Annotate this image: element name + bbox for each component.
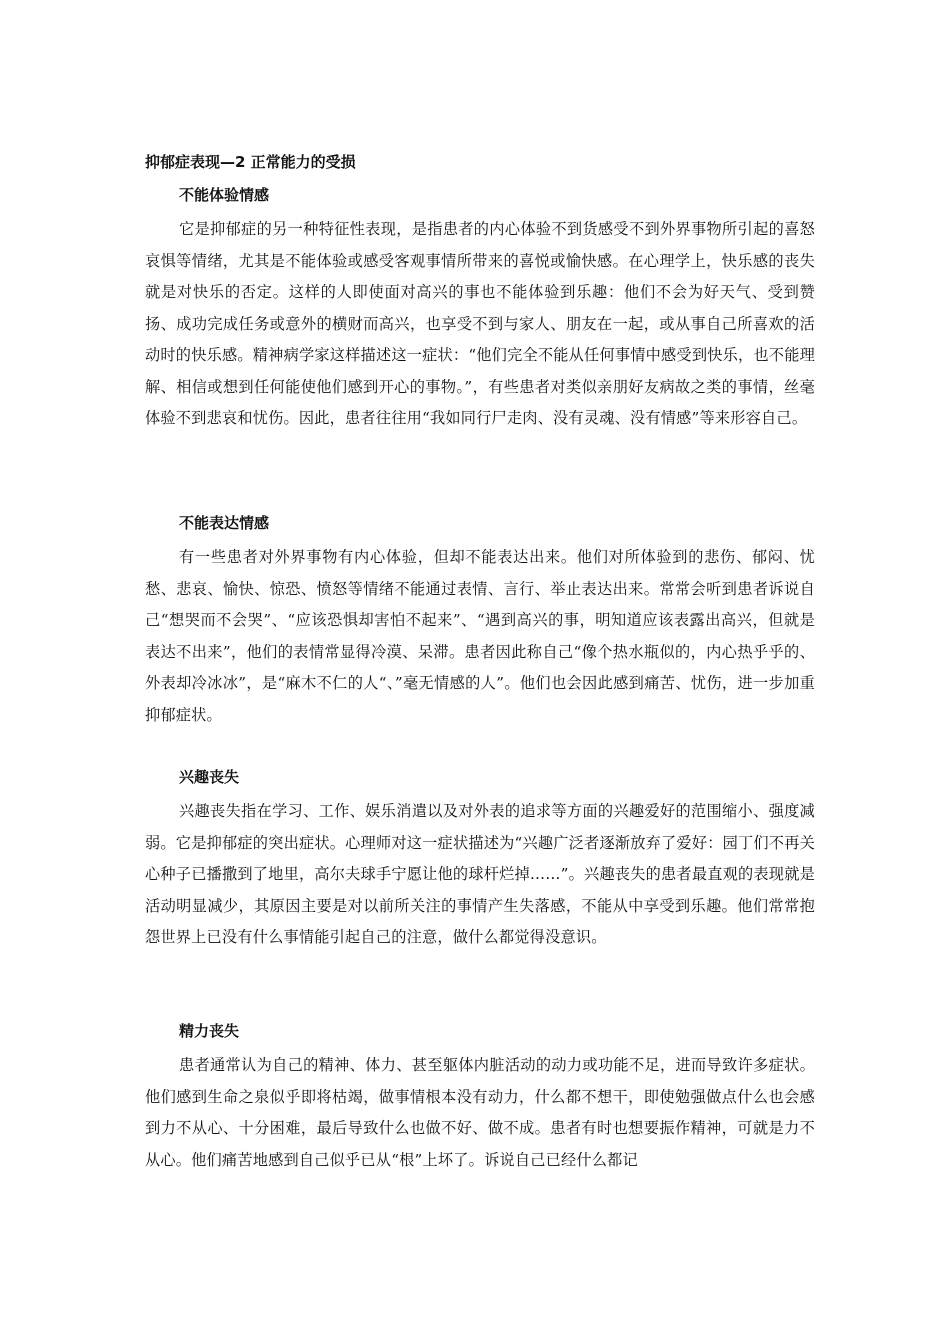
section-paragraph: 兴趣丧失指在学习、工作、娱乐消遣以及对外表的追求等方面的兴趣爱好的范围缩小、强度减弱。它是抑郁症的突出症状。心理师对这一症状描述为“兴趣广泛者逐渐放弃了爱好：园丁们不再关心种子已播撒到了地里，高尔夫球手宁愿让他的球杆烂掉……”。兴趣丧失的患者最直观的表现就是活动明显减少，其原因主要是对以前所关注的事情产生失落感，不能从中享受到乐趣。他们常常抱怨世界上已没有什么事情能引起自己的注意，做什么都觉得没意识。 (145, 802, 815, 946)
document-title: 抑郁症表现—2 正常能力的受损 (145, 153, 356, 171)
section-paragraph: 它是抑郁症的另一种特征性表现，是指患者的内心体验不到货感受不到外界事物所引起的喜怒哀惧等情绪，尤其是不能体验或感受客观事情所带来的喜悦或愉快感。在心理学上，快乐感的丧失就是对快乐的否定。这样的人即使面对高兴的事也不能体验到乐趣：他们不会为好天气、受到赞扬、成功完成任务或意外的横财而高兴，也享受不到与家人、朋友在一起，或从事自己所喜欢的活动时的快乐感。精神病学家这样描述这一症状：“他们完全不能从任何事情中感受到快乐，也不能理解、相信或想到任何能使他们感到开心的事物。”，有些患者对类似亲朋好友病故之类的事情，丝毫体验不到悲哀和忧伤。因此，患者往往用“我如同行尸走肉、没有灵魂、没有情感”等来形容自己。 (145, 220, 815, 427)
section-loss-of-energy (145, 1020, 815, 1176)
section-inability-to-express-emotion (145, 512, 815, 731)
section-heading: 不能表达情感 (179, 514, 270, 532)
section-paragraph: 患者通常认为自己的精神、体力、甚至躯体内脏活动的动力或功能不足，进而导致许多症状。他们感到生命之泉似乎即将枯竭，做事情根本没有动力，什么都不想干，即使勉强做点什么也会感到力不从心、十分困难，最后导致什么也做不好、做不成。患者有时也想要振作精神，可就是力不从心。他们痛苦地感到自己似乎已从“根”上坏了。诉说自己已经什么都记 (145, 1056, 815, 1169)
section-heading: 兴趣丧失 (179, 768, 240, 786)
section-loss-of-interest (145, 766, 815, 954)
section-heading: 精力丧失 (179, 1022, 240, 1040)
section-inability-to-experience-emotion (145, 184, 815, 435)
section-paragraph: 有一些患者对外界事物有内心体验，但却不能表达出来。他们对所体验到的悲伤、郁闷、忧愁、悲哀、愉快、惊恐、愤怒等情绪不能通过表情、言行、举止表达出来。常常会听到患者诉说自己“想哭而不会哭”、“应该恐惧却害怕不起来”、“遇到高兴的事，明知道应该表露出高兴，但就是表达不出来”，他们的表情常显得冷漠、呆滞。患者因此称自己“像个热水瓶似的，内心热乎乎的、外表却冷冰冰”，是“麻木不仁的人“、”毫无情感的人”。他们也会因此感到痛苦、忧伤，进一步加重抑郁症状。 (145, 548, 815, 724)
section-heading: 不能体验情感 (179, 186, 270, 204)
